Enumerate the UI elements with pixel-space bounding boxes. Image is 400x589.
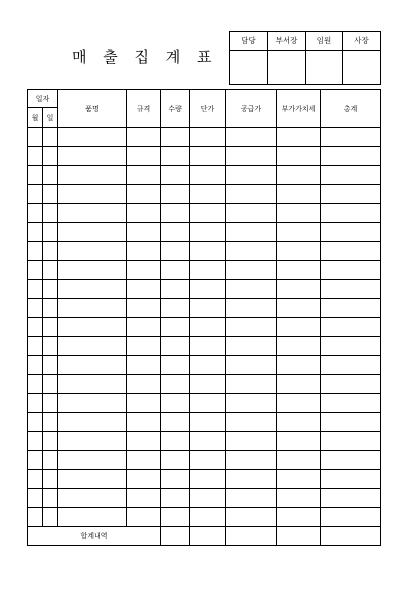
- cell-supply-price[interactable]: [226, 242, 277, 261]
- cell-item[interactable]: [58, 318, 127, 337]
- cell-supply-price[interactable]: [226, 147, 277, 166]
- ledger-row: [28, 375, 381, 394]
- cell-month[interactable]: [28, 128, 43, 147]
- cell-qty[interactable]: [161, 508, 190, 527]
- approval-label-dept-head: 부서장: [268, 32, 306, 51]
- cell-item[interactable]: [58, 299, 127, 318]
- cell-total[interactable]: [321, 451, 381, 470]
- cell-item[interactable]: [58, 204, 127, 223]
- header-supply-price: 공급가: [226, 90, 277, 128]
- cell-qty[interactable]: [161, 375, 190, 394]
- ledger-row: [28, 223, 381, 242]
- cell-item[interactable]: [58, 451, 127, 470]
- cell-day[interactable]: [43, 318, 58, 337]
- cell-month[interactable]: [28, 261, 43, 280]
- cell-day[interactable]: [43, 470, 58, 489]
- cell-unit-price[interactable]: [190, 508, 226, 527]
- cell-vat[interactable]: [277, 451, 321, 470]
- cell-unit-price[interactable]: [190, 128, 226, 147]
- cell-vat[interactable]: [277, 166, 321, 185]
- cell-supply-price[interactable]: [226, 432, 277, 451]
- cell-day[interactable]: [43, 166, 58, 185]
- cell-day[interactable]: [43, 375, 58, 394]
- cell-item[interactable]: [58, 337, 127, 356]
- cell-unit-price[interactable]: [190, 356, 226, 375]
- cell-qty[interactable]: [161, 280, 190, 299]
- cell-month[interactable]: [28, 280, 43, 299]
- cell-total[interactable]: [321, 185, 381, 204]
- cell-month[interactable]: [28, 185, 43, 204]
- ledger-row: [28, 166, 381, 185]
- cell-spec[interactable]: [127, 394, 161, 413]
- cell-total[interactable]: [321, 204, 381, 223]
- cell-vat[interactable]: [277, 147, 321, 166]
- cell-vat[interactable]: [277, 375, 321, 394]
- ledger-row: [28, 261, 381, 280]
- cell-total[interactable]: [321, 489, 381, 508]
- cell-spec[interactable]: [127, 337, 161, 356]
- cell-total[interactable]: [321, 394, 381, 413]
- approval-label-president: 사장: [343, 32, 381, 51]
- header-spec: 규격: [127, 90, 161, 128]
- summary-total[interactable]: [321, 527, 381, 546]
- cell-item[interactable]: [58, 261, 127, 280]
- cell-item[interactable]: [58, 470, 127, 489]
- cell-qty[interactable]: [161, 337, 190, 356]
- cell-unit-price[interactable]: [190, 261, 226, 280]
- cell-total[interactable]: [321, 223, 381, 242]
- cell-vat[interactable]: [277, 204, 321, 223]
- cell-unit-price[interactable]: [190, 337, 226, 356]
- cell-supply-price[interactable]: [226, 299, 277, 318]
- ledger-row: [28, 299, 381, 318]
- cell-vat[interactable]: [277, 223, 321, 242]
- cell-vat[interactable]: [277, 413, 321, 432]
- cell-vat[interactable]: [277, 242, 321, 261]
- cell-unit-price[interactable]: [190, 242, 226, 261]
- cell-unit-price[interactable]: [190, 470, 226, 489]
- summary-qty[interactable]: [161, 527, 190, 546]
- cell-item[interactable]: [58, 394, 127, 413]
- cell-qty[interactable]: [161, 356, 190, 375]
- cell-unit-price[interactable]: [190, 413, 226, 432]
- ledger-row: [28, 204, 381, 223]
- cell-supply-price[interactable]: [226, 356, 277, 375]
- cell-item[interactable]: [58, 128, 127, 147]
- cell-day[interactable]: [43, 242, 58, 261]
- cell-spec[interactable]: [127, 470, 161, 489]
- cell-total[interactable]: [321, 299, 381, 318]
- cell-item[interactable]: [58, 185, 127, 204]
- sales-ledger-table: [27, 89, 381, 546]
- cell-unit-price[interactable]: [190, 185, 226, 204]
- cell-total[interactable]: [321, 280, 381, 299]
- cell-unit-price[interactable]: [190, 223, 226, 242]
- cell-day[interactable]: [43, 508, 58, 527]
- cell-supply-price[interactable]: [226, 375, 277, 394]
- cell-item[interactable]: [58, 508, 127, 527]
- cell-month[interactable]: [28, 147, 43, 166]
- ledger-row: [28, 356, 381, 375]
- cell-item[interactable]: [58, 147, 127, 166]
- cell-month[interactable]: [28, 489, 43, 508]
- summary-unit-price[interactable]: [190, 527, 226, 546]
- cell-spec[interactable]: [127, 166, 161, 185]
- cell-month[interactable]: [28, 223, 43, 242]
- cell-supply-price[interactable]: [226, 128, 277, 147]
- cell-month[interactable]: [28, 299, 43, 318]
- cell-vat[interactable]: [277, 470, 321, 489]
- cell-month[interactable]: [28, 204, 43, 223]
- cell-spec[interactable]: [127, 432, 161, 451]
- cell-total[interactable]: [321, 166, 381, 185]
- cell-qty[interactable]: [161, 204, 190, 223]
- cell-month[interactable]: [28, 508, 43, 527]
- cell-month[interactable]: [28, 166, 43, 185]
- ledger-row: [28, 280, 381, 299]
- cell-supply-price[interactable]: [226, 337, 277, 356]
- cell-total[interactable]: [321, 242, 381, 261]
- cell-qty[interactable]: [161, 413, 190, 432]
- cell-day[interactable]: [43, 299, 58, 318]
- cell-day[interactable]: [43, 185, 58, 204]
- cell-spec[interactable]: [127, 242, 161, 261]
- cell-vat[interactable]: [277, 280, 321, 299]
- cell-total[interactable]: [321, 375, 381, 394]
- cell-day[interactable]: [43, 223, 58, 242]
- cell-unit-price[interactable]: [190, 451, 226, 470]
- cell-month[interactable]: [28, 337, 43, 356]
- ledger-row: [28, 147, 381, 166]
- cell-qty[interactable]: [161, 432, 190, 451]
- cell-unit-price[interactable]: [190, 204, 226, 223]
- header-unit-price: 단가: [190, 90, 226, 128]
- ledger-row: [28, 394, 381, 413]
- cell-qty[interactable]: [161, 185, 190, 204]
- cell-day[interactable]: [43, 489, 58, 508]
- cell-total[interactable]: [321, 147, 381, 166]
- cell-day[interactable]: [43, 451, 58, 470]
- cell-spec[interactable]: [127, 204, 161, 223]
- cell-vat[interactable]: [277, 508, 321, 527]
- cell-vat[interactable]: [277, 394, 321, 413]
- cell-qty[interactable]: [161, 261, 190, 280]
- cell-vat[interactable]: [277, 185, 321, 204]
- cell-qty[interactable]: [161, 299, 190, 318]
- cell-spec[interactable]: [127, 147, 161, 166]
- cell-qty[interactable]: [161, 470, 190, 489]
- cell-vat[interactable]: [277, 128, 321, 147]
- summary-row: [28, 527, 381, 546]
- cell-spec[interactable]: [127, 508, 161, 527]
- cell-total[interactable]: [321, 508, 381, 527]
- cell-item[interactable]: [58, 356, 127, 375]
- cell-item[interactable]: [58, 223, 127, 242]
- cell-unit-price[interactable]: [190, 299, 226, 318]
- cell-item[interactable]: [58, 489, 127, 508]
- summary-vat[interactable]: [277, 527, 321, 546]
- cell-unit-price[interactable]: [190, 394, 226, 413]
- cell-vat[interactable]: [277, 356, 321, 375]
- cell-spec[interactable]: [127, 185, 161, 204]
- cell-month[interactable]: [28, 394, 43, 413]
- cell-qty[interactable]: [161, 147, 190, 166]
- cell-supply-price[interactable]: [226, 223, 277, 242]
- cell-day[interactable]: [43, 432, 58, 451]
- cell-unit-price[interactable]: [190, 432, 226, 451]
- cell-supply-price[interactable]: [226, 451, 277, 470]
- cell-spec[interactable]: [127, 375, 161, 394]
- ledger-row: [28, 470, 381, 489]
- ledger-row: [28, 318, 381, 337]
- cell-qty[interactable]: [161, 489, 190, 508]
- cell-item[interactable]: [58, 375, 127, 394]
- cell-supply-price[interactable]: [226, 280, 277, 299]
- approval-table: [229, 31, 381, 85]
- cell-qty[interactable]: [161, 394, 190, 413]
- cell-spec[interactable]: [127, 356, 161, 375]
- cell-supply-price[interactable]: [226, 318, 277, 337]
- cell-vat[interactable]: [277, 432, 321, 451]
- cell-item[interactable]: [58, 166, 127, 185]
- document-title: 매 출 집 계 표: [72, 48, 218, 66]
- header-date: 일자: [28, 90, 58, 108]
- cell-spec[interactable]: [127, 489, 161, 508]
- ledger-row: [28, 337, 381, 356]
- cell-vat[interactable]: [277, 261, 321, 280]
- cell-month[interactable]: [28, 451, 43, 470]
- cell-unit-price[interactable]: [190, 166, 226, 185]
- approval-sign-president[interactable]: [343, 51, 381, 85]
- summary-supply-price[interactable]: [226, 527, 277, 546]
- cell-total[interactable]: [321, 470, 381, 489]
- ledger-row: [28, 242, 381, 261]
- summary-label: 합계내역: [28, 527, 161, 546]
- cell-day[interactable]: [43, 147, 58, 166]
- cell-spec[interactable]: [127, 451, 161, 470]
- cell-supply-price[interactable]: [226, 394, 277, 413]
- cell-vat[interactable]: [277, 337, 321, 356]
- cell-spec[interactable]: [127, 261, 161, 280]
- cell-total[interactable]: [321, 261, 381, 280]
- cell-qty[interactable]: [161, 128, 190, 147]
- cell-vat[interactable]: [277, 489, 321, 508]
- cell-unit-price[interactable]: [190, 147, 226, 166]
- cell-spec[interactable]: [127, 128, 161, 147]
- ledger-row: [28, 451, 381, 470]
- cell-day[interactable]: [43, 413, 58, 432]
- ledger-row: [28, 185, 381, 204]
- cell-supply-price[interactable]: [226, 508, 277, 527]
- cell-supply-price[interactable]: [226, 166, 277, 185]
- cell-total[interactable]: [321, 337, 381, 356]
- cell-total[interactable]: [321, 128, 381, 147]
- approval-label-manager: 담당: [230, 32, 268, 51]
- cell-item[interactable]: [58, 432, 127, 451]
- cell-unit-price[interactable]: [190, 318, 226, 337]
- cell-month[interactable]: [28, 413, 43, 432]
- cell-unit-price[interactable]: [190, 489, 226, 508]
- cell-item[interactable]: [58, 413, 127, 432]
- cell-total[interactable]: [321, 356, 381, 375]
- cell-spec[interactable]: [127, 413, 161, 432]
- ledger-row: [28, 508, 381, 527]
- cell-supply-price[interactable]: [226, 185, 277, 204]
- cell-vat[interactable]: [277, 318, 321, 337]
- cell-total[interactable]: [321, 318, 381, 337]
- cell-spec[interactable]: [127, 223, 161, 242]
- ledger-row: [28, 432, 381, 451]
- header-day: 일: [43, 108, 58, 128]
- cell-total[interactable]: [321, 413, 381, 432]
- cell-supply-price[interactable]: [226, 261, 277, 280]
- cell-day[interactable]: [43, 356, 58, 375]
- header-total: 총계: [321, 90, 381, 128]
- cell-item[interactable]: [58, 242, 127, 261]
- header-vat: 부가가치세: [277, 90, 321, 128]
- cell-spec[interactable]: [127, 280, 161, 299]
- cell-supply-price[interactable]: [226, 204, 277, 223]
- cell-month[interactable]: [28, 470, 43, 489]
- cell-supply-price[interactable]: [226, 413, 277, 432]
- approval-sign-manager[interactable]: [230, 51, 268, 85]
- cell-qty[interactable]: [161, 451, 190, 470]
- cell-month[interactable]: [28, 432, 43, 451]
- approval-sign-executive[interactable]: [306, 51, 343, 85]
- cell-day[interactable]: [43, 128, 58, 147]
- cell-spec[interactable]: [127, 318, 161, 337]
- cell-day[interactable]: [43, 280, 58, 299]
- cell-day[interactable]: [43, 394, 58, 413]
- cell-vat[interactable]: [277, 299, 321, 318]
- cell-day[interactable]: [43, 261, 58, 280]
- cell-qty[interactable]: [161, 223, 190, 242]
- cell-qty[interactable]: [161, 242, 190, 261]
- ledger-row: [28, 489, 381, 508]
- cell-qty[interactable]: [161, 166, 190, 185]
- cell-unit-price[interactable]: [190, 375, 226, 394]
- cell-unit-price[interactable]: [190, 280, 226, 299]
- cell-qty[interactable]: [161, 318, 190, 337]
- ledger-row: [28, 413, 381, 432]
- header-item: 품명: [58, 90, 127, 128]
- ledger-row: [28, 128, 381, 147]
- cell-day[interactable]: [43, 204, 58, 223]
- cell-supply-price[interactable]: [226, 470, 277, 489]
- approval-sign-dept-head[interactable]: [268, 51, 306, 85]
- cell-month[interactable]: [28, 242, 43, 261]
- approval-label-executive: 임원: [306, 32, 343, 51]
- cell-item[interactable]: [58, 280, 127, 299]
- cell-total[interactable]: [321, 432, 381, 451]
- cell-supply-price[interactable]: [226, 489, 277, 508]
- cell-month[interactable]: [28, 356, 43, 375]
- header-qty: 수량: [161, 90, 190, 128]
- cell-month[interactable]: [28, 375, 43, 394]
- cell-day[interactable]: [43, 337, 58, 356]
- cell-spec[interactable]: [127, 299, 161, 318]
- header-month: 월: [28, 108, 43, 128]
- cell-month[interactable]: [28, 318, 43, 337]
